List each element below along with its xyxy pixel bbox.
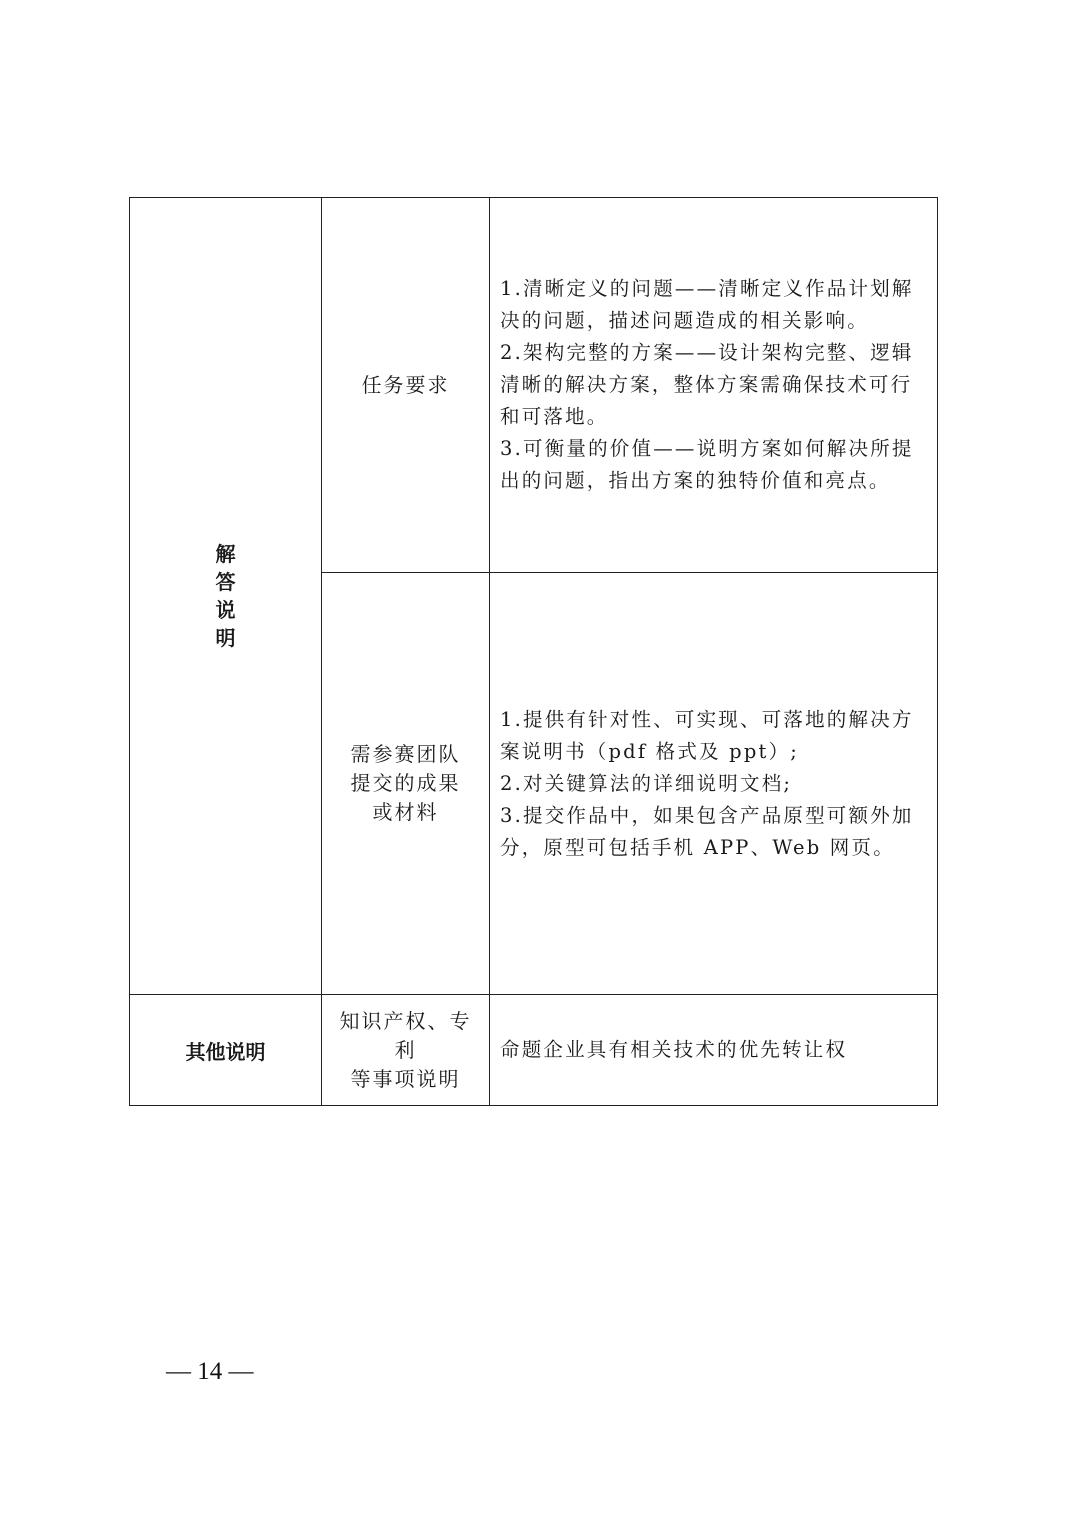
section-answer-label xyxy=(130,540,321,652)
requirements-table xyxy=(129,197,938,1106)
label-char: 解 xyxy=(215,542,236,566)
section-other-label: 其他说明 xyxy=(185,1039,266,1064)
content-line: 1.清晰定义的问题——清晰定义作品计划解决的问题，描述问题造成的相关影响。 xyxy=(500,277,914,332)
label-char: 明 xyxy=(215,626,236,650)
label-char: 答 xyxy=(215,570,236,594)
item-label-cell xyxy=(322,573,490,995)
content-cell xyxy=(490,995,938,1106)
content-line: 3.可衡量的价值——说明方案如何解决所提出的问题，指出方案的独特价值和亮点。 xyxy=(500,437,914,492)
item-label-task-requirements: 任务要求 xyxy=(361,372,450,397)
item-label-deliverables: 需参赛团队 提交的成果 或材料 xyxy=(350,742,461,824)
item-label-cell xyxy=(322,995,490,1106)
item-label-ip: 知识产权、专利 等事项说明 xyxy=(339,1008,472,1091)
item-label-cell xyxy=(322,198,490,573)
content-line: 3.提交作品中，如果包含产品原型可额外加分，原型可包括手机 APP、Web 网页。 xyxy=(500,803,914,859)
task-requirements-content xyxy=(490,273,937,497)
label-char: 说 xyxy=(215,598,236,622)
table-row xyxy=(130,198,938,573)
content-cell xyxy=(490,573,938,995)
ip-content: 命题企业具有相关技术的优先转让权 xyxy=(500,1038,848,1061)
page-number: — 14 — xyxy=(166,1358,254,1385)
section-other-label-cell xyxy=(130,995,322,1106)
table-row xyxy=(130,995,938,1106)
content-cell xyxy=(490,198,938,573)
content-line: 1.提供有针对性、可实现、可落地的解决方案说明书（pdf 格式及 ppt）; xyxy=(500,707,914,763)
content-line: 2.对关键算法的详细说明文档; xyxy=(500,771,793,795)
content-line: 2.架构完整的方案——设计架构完整、逻辑清晰的解决方案，整体方案需确保技术可行和可落地。 xyxy=(500,341,914,428)
section-answer-label-cell xyxy=(130,198,322,995)
deliverables-content xyxy=(490,704,937,864)
